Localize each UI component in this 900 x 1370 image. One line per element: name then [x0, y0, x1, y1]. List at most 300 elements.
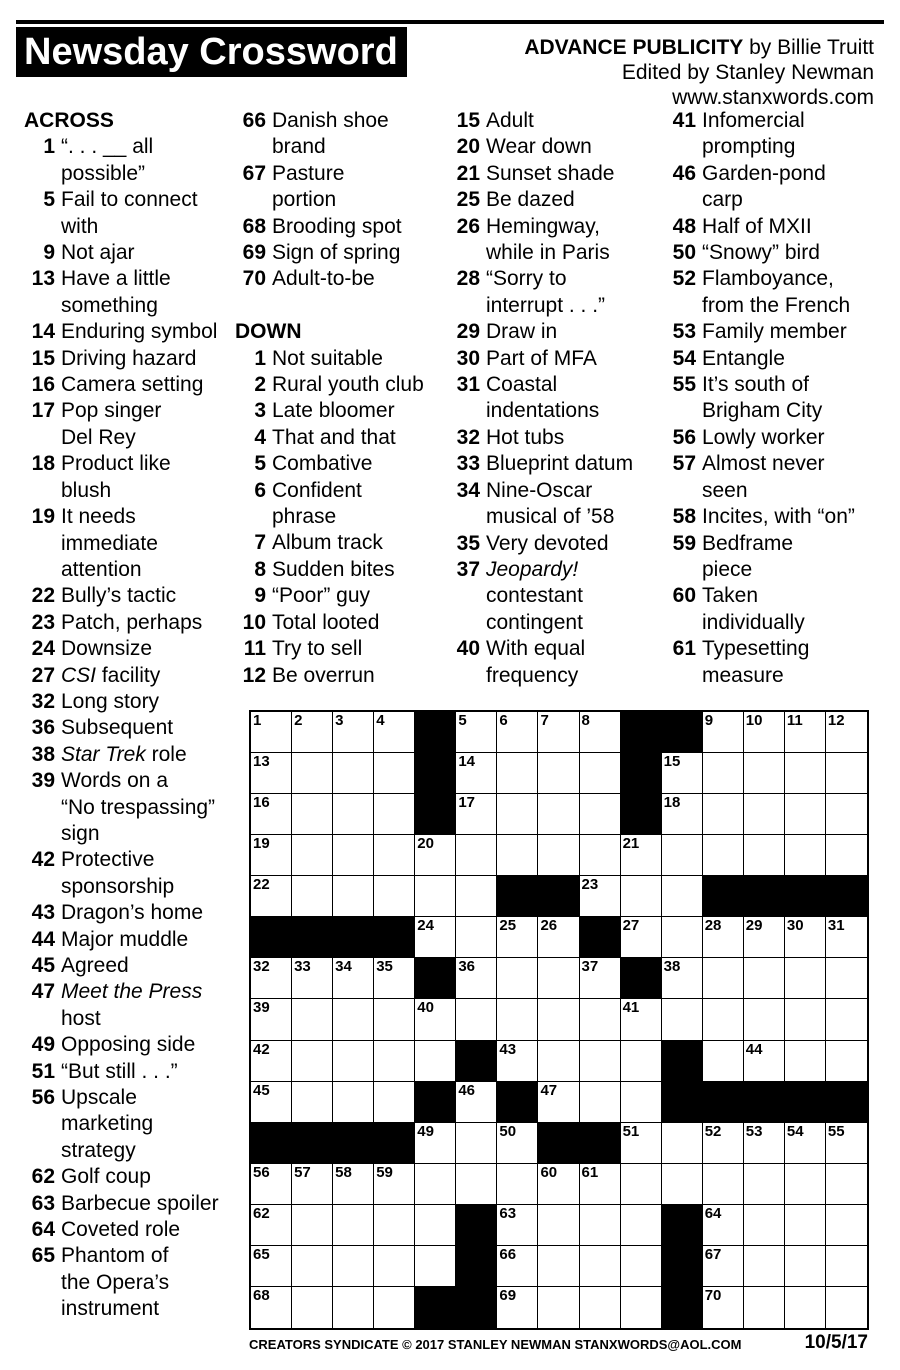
grid-cell[interactable]	[292, 1164, 333, 1205]
grid-cell[interactable]	[497, 1246, 538, 1287]
clue-item[interactable]	[665, 240, 855, 266]
clue-item[interactable]	[235, 636, 424, 662]
grid-cell[interactable]	[580, 876, 621, 917]
grid-cell[interactable]	[538, 712, 579, 753]
grid-cell[interactable]	[703, 958, 744, 999]
clue-item[interactable]	[449, 214, 633, 267]
grid-cell[interactable]	[580, 999, 621, 1040]
grid-cell[interactable]	[621, 917, 662, 958]
clue-item[interactable]	[235, 266, 424, 292]
grid-cell[interactable]	[826, 999, 867, 1040]
grid-cell[interactable]	[538, 1287, 579, 1328]
clue-item[interactable]	[235, 557, 424, 583]
clue-item[interactable]	[449, 451, 633, 477]
grid-cell[interactable]	[251, 876, 292, 917]
clue-item[interactable]	[235, 425, 424, 451]
grid-cell[interactable]	[415, 835, 456, 876]
grid-cell[interactable]	[333, 835, 374, 876]
clue-item[interactable]	[449, 161, 633, 187]
clue-item[interactable]	[24, 689, 219, 715]
clue-number: 5	[43, 188, 55, 212]
grid-cell[interactable]	[333, 876, 374, 917]
grid-cell[interactable]	[703, 753, 744, 794]
grid-cell[interactable]	[662, 835, 703, 876]
clue-item[interactable]	[235, 214, 424, 240]
grid-cell[interactable]	[374, 1205, 415, 1246]
clue-text: Long story	[61, 689, 160, 713]
cell-number: 66	[499, 1245, 517, 1263]
clue-text: Fail to connect with	[61, 188, 198, 238]
grid-cell[interactable]	[333, 1246, 374, 1287]
grid-cell[interactable]	[333, 999, 374, 1040]
grid-cell[interactable]	[333, 958, 374, 999]
grid-cell[interactable]	[785, 958, 826, 999]
clue-number: 7	[254, 531, 266, 555]
grid-cell[interactable]	[292, 1246, 333, 1287]
grid-cell[interactable]	[580, 1164, 621, 1205]
grid-cell[interactable]	[621, 1164, 662, 1205]
clue-text: Half of MXII	[702, 214, 812, 238]
grid-cell[interactable]	[456, 999, 497, 1040]
clue-item[interactable]	[235, 398, 424, 424]
clue-item[interactable]	[449, 531, 633, 557]
clue-item[interactable]	[665, 161, 855, 214]
grid-cell[interactable]	[580, 1205, 621, 1246]
grid-cell[interactable]	[251, 1205, 292, 1246]
grid-cell[interactable]	[415, 1205, 456, 1246]
grid-cell[interactable]	[538, 999, 579, 1040]
grid-cell[interactable]	[292, 1205, 333, 1246]
black-square	[662, 1205, 703, 1246]
clue-item[interactable]	[24, 953, 219, 979]
clue-number: 45	[31, 954, 55, 977]
grid-cell[interactable]	[497, 712, 538, 753]
clue-item[interactable]	[235, 346, 424, 372]
grid-cell[interactable]	[785, 1287, 826, 1328]
grid-cell[interactable]	[703, 835, 744, 876]
grid-cell[interactable]	[785, 712, 826, 753]
clue-item[interactable]	[665, 451, 855, 504]
grid-cell[interactable]	[374, 712, 415, 753]
grid-cell[interactable]	[251, 958, 292, 999]
clue-item[interactable]	[449, 346, 633, 372]
grid-cell[interactable]	[292, 794, 333, 835]
cell-number: 5	[458, 712, 467, 729]
grid-cell[interactable]	[580, 1082, 621, 1123]
clue-item[interactable]	[665, 346, 855, 372]
clue-number: 48	[672, 214, 696, 238]
grid-cell[interactable]	[415, 1246, 456, 1287]
grid-cell[interactable]	[456, 753, 497, 794]
grid-cell[interactable]	[621, 1123, 662, 1164]
grid-cell[interactable]	[292, 958, 333, 999]
clue-number: 61	[672, 637, 696, 661]
grid-cell[interactable]	[662, 753, 703, 794]
grid-cell[interactable]	[826, 958, 867, 999]
clue-number: 39	[31, 769, 55, 793]
clue-item[interactable]	[235, 240, 424, 266]
grid-cell[interactable]	[580, 712, 621, 753]
grid-cell[interactable]	[415, 999, 456, 1040]
grid-cell[interactable]	[415, 917, 456, 958]
grid-cell[interactable]	[826, 1246, 867, 1287]
clue-item[interactable]	[449, 372, 633, 425]
grid-cell[interactable]	[374, 1287, 415, 1328]
clue-item[interactable]	[665, 504, 855, 530]
clue-item[interactable]	[449, 134, 633, 160]
clue-text: Golf coup	[61, 1165, 151, 1189]
clue-text: Jeopardy! contestant contingent	[486, 557, 583, 634]
grid-cell[interactable]	[744, 1041, 785, 1082]
clue-item[interactable]	[24, 1032, 219, 1058]
grid-cell[interactable]	[621, 999, 662, 1040]
clue-item[interactable]	[24, 319, 219, 345]
grid-cell[interactable]	[785, 1164, 826, 1205]
clue-item[interactable]	[24, 742, 219, 768]
grid-cell[interactable]	[662, 958, 703, 999]
grid-cell[interactable]	[538, 1246, 579, 1287]
clue-item[interactable]	[235, 610, 424, 636]
grid-cell[interactable]	[703, 1123, 744, 1164]
clue-number: 52	[672, 267, 696, 291]
grid-cell[interactable]	[826, 1287, 867, 1328]
grid-cell[interactable]	[826, 1041, 867, 1082]
grid-cell[interactable]	[621, 1287, 662, 1328]
clue-item[interactable]	[24, 134, 219, 187]
grid-cell[interactable]	[785, 1205, 826, 1246]
grid-cell[interactable]	[251, 1041, 292, 1082]
grid-cell[interactable]	[497, 835, 538, 876]
crossword-grid[interactable]	[249, 710, 869, 1330]
grid-cell[interactable]	[538, 753, 579, 794]
clue-item[interactable]	[449, 557, 633, 636]
clue-item[interactable]	[24, 583, 219, 609]
grid-cell[interactable]	[292, 1041, 333, 1082]
clue-item[interactable]	[24, 927, 219, 953]
grid-cell[interactable]	[826, 712, 867, 753]
grid-cell[interactable]	[333, 1041, 374, 1082]
grid-cell[interactable]	[538, 1082, 579, 1123]
grid-cell[interactable]	[374, 794, 415, 835]
grid-cell[interactable]	[456, 917, 497, 958]
clue-text: Coastal indentations	[486, 373, 600, 423]
grid-cell[interactable]	[251, 1287, 292, 1328]
grid-cell[interactable]	[785, 794, 826, 835]
grid-cell[interactable]	[662, 917, 703, 958]
clue-item[interactable]	[449, 478, 633, 531]
cell-number: 34	[335, 958, 352, 976]
grid-cell[interactable]	[374, 1041, 415, 1082]
grid-cell[interactable]	[456, 958, 497, 999]
clue-item[interactable]	[665, 266, 855, 319]
grid-cell[interactable]	[333, 1287, 374, 1328]
grid-cell[interactable]	[538, 958, 579, 999]
clue-item[interactable]	[235, 372, 424, 398]
clue-text: Be dazed	[486, 188, 575, 212]
grid-cell[interactable]	[744, 999, 785, 1040]
grid-cell[interactable]	[703, 1205, 744, 1246]
clue-item[interactable]	[665, 214, 855, 240]
grid-cell[interactable]	[456, 1164, 497, 1205]
grid-cell[interactable]	[497, 1041, 538, 1082]
clue-item[interactable]	[665, 636, 855, 689]
clue-item[interactable]	[665, 319, 855, 345]
grid-cell[interactable]	[251, 835, 292, 876]
grid-cell[interactable]	[744, 753, 785, 794]
clue-item[interactable]	[235, 161, 424, 214]
clue-item[interactable]	[449, 319, 633, 345]
clue-text: Subsequent	[61, 716, 174, 740]
grid-cell[interactable]	[251, 753, 292, 794]
grid-cell[interactable]	[292, 1287, 333, 1328]
grid-cell[interactable]	[333, 753, 374, 794]
grid-cell[interactable]	[662, 1123, 703, 1164]
clue-item[interactable]	[24, 504, 219, 583]
clue-text: Garden-pond carp	[702, 161, 826, 212]
cell-number: 4	[376, 712, 385, 729]
grid-cell[interactable]	[703, 1041, 744, 1082]
grid-cell[interactable]	[621, 1082, 662, 1123]
clue-item[interactable]	[24, 979, 219, 1032]
clue-number: 3	[254, 399, 266, 423]
grid-cell[interactable]	[251, 1246, 292, 1287]
clue-item[interactable]	[24, 187, 219, 240]
grid-cell[interactable]	[744, 1123, 785, 1164]
clue-item[interactable]	[24, 1164, 219, 1190]
grid-cell[interactable]	[251, 1082, 292, 1123]
clue-number: 46	[672, 161, 696, 185]
grid-cell[interactable]	[538, 1164, 579, 1205]
spacer	[235, 293, 424, 319]
clue-item[interactable]	[449, 266, 633, 319]
grid-cell[interactable]	[703, 1246, 744, 1287]
clue-item[interactable]	[665, 583, 855, 636]
clue-item[interactable]	[449, 636, 633, 689]
grid-cell[interactable]	[703, 917, 744, 958]
grid-cell[interactable]	[785, 999, 826, 1040]
clue-text: Not suitable	[272, 346, 383, 370]
grid-cell[interactable]	[580, 1246, 621, 1287]
clue-number: 42	[31, 848, 55, 872]
grid-cell[interactable]	[826, 917, 867, 958]
grid-cell[interactable]	[703, 999, 744, 1040]
grid-cell[interactable]	[292, 712, 333, 753]
clue-item[interactable]	[235, 478, 424, 531]
black-square	[538, 876, 579, 917]
grid-cell[interactable]	[374, 1164, 415, 1205]
grid-cell[interactable]	[456, 876, 497, 917]
grid-cell[interactable]	[456, 712, 497, 753]
grid-cell[interactable]	[826, 1164, 867, 1205]
grid-cell[interactable]	[456, 794, 497, 835]
grid-cell[interactable]	[251, 794, 292, 835]
grid-cell[interactable]	[333, 712, 374, 753]
clue-item[interactable]	[24, 847, 219, 900]
grid-cell[interactable]	[538, 794, 579, 835]
clue-item[interactable]	[449, 108, 633, 134]
clue-item[interactable]	[665, 108, 855, 161]
grid-cell[interactable]	[538, 1205, 579, 1246]
clue-item[interactable]	[24, 266, 219, 319]
grid-cell[interactable]	[538, 835, 579, 876]
grid-cell[interactable]	[456, 1082, 497, 1123]
grid-cell[interactable]	[785, 1041, 826, 1082]
grid-cell[interactable]	[497, 917, 538, 958]
grid-cell[interactable]	[251, 712, 292, 753]
grid-cell[interactable]	[580, 835, 621, 876]
grid-cell[interactable]	[785, 835, 826, 876]
clue-item[interactable]	[235, 583, 424, 609]
grid-cell[interactable]	[333, 794, 374, 835]
grid-cell[interactable]	[456, 835, 497, 876]
grid-cell[interactable]	[497, 1287, 538, 1328]
clue-number: 13	[31, 267, 55, 291]
clue-item[interactable]	[24, 636, 219, 662]
grid-cell[interactable]	[292, 876, 333, 917]
clue-item[interactable]	[235, 530, 424, 556]
grid-cell[interactable]	[538, 917, 579, 958]
grid-cell[interactable]	[333, 1082, 374, 1123]
clue-item[interactable]	[24, 346, 219, 372]
clue-number: 47	[31, 980, 55, 1004]
grid-cell[interactable]	[374, 1082, 415, 1123]
grid-cell[interactable]	[251, 1164, 292, 1205]
clue-item[interactable]	[24, 610, 219, 636]
grid-cell[interactable]	[826, 794, 867, 835]
cell-number: 61	[581, 1163, 599, 1181]
grid-cell[interactable]	[497, 1205, 538, 1246]
grid-cell[interactable]	[703, 1164, 744, 1205]
grid-cell[interactable]	[497, 958, 538, 999]
grid-cell[interactable]	[703, 794, 744, 835]
grid-cell[interactable]	[826, 753, 867, 794]
grid-cell[interactable]	[744, 712, 785, 753]
grid-cell[interactable]	[662, 794, 703, 835]
clue-text: Pasture portion	[272, 161, 345, 212]
clue-item[interactable]	[24, 768, 219, 847]
grid-cell[interactable]	[497, 1164, 538, 1205]
grid-cell[interactable]	[497, 753, 538, 794]
website-link[interactable]: www.stanxwords.com	[672, 86, 874, 109]
grid-cell[interactable]	[497, 1123, 538, 1164]
clue-item[interactable]	[449, 425, 633, 451]
black-square	[621, 794, 662, 835]
grid-cell[interactable]	[292, 835, 333, 876]
grid-cell[interactable]	[374, 876, 415, 917]
grid-cell[interactable]	[826, 1123, 867, 1164]
grid-cell[interactable]	[621, 1041, 662, 1082]
clue-item[interactable]	[24, 1191, 219, 1217]
grid-cell[interactable]	[703, 1287, 744, 1328]
clue-number: 6	[254, 478, 266, 502]
grid-cell[interactable]	[744, 917, 785, 958]
clue-item[interactable]	[235, 663, 424, 689]
grid-cell[interactable]	[744, 1287, 785, 1328]
grid-cell[interactable]	[621, 1246, 662, 1287]
clue-item[interactable]	[24, 663, 219, 689]
grid-cell[interactable]	[415, 1164, 456, 1205]
grid-cell[interactable]	[374, 835, 415, 876]
clue-item[interactable]	[24, 372, 219, 398]
grid-cell[interactable]	[580, 753, 621, 794]
clue-item[interactable]	[24, 398, 219, 451]
clue-item[interactable]	[665, 425, 855, 451]
grid-cell[interactable]	[621, 876, 662, 917]
grid-cell[interactable]	[662, 1164, 703, 1205]
clue-item[interactable]	[449, 187, 633, 213]
grid-cell[interactable]	[826, 835, 867, 876]
grid-cell[interactable]	[292, 999, 333, 1040]
grid-cell[interactable]	[580, 1041, 621, 1082]
grid-cell[interactable]	[292, 753, 333, 794]
grid-cell[interactable]	[662, 999, 703, 1040]
grid-cell[interactable]	[497, 794, 538, 835]
clue-item[interactable]	[24, 900, 219, 926]
cell-number: 41	[622, 999, 640, 1017]
grid-cell[interactable]	[374, 753, 415, 794]
clue-item[interactable]	[24, 1059, 219, 1085]
grid-cell[interactable]	[374, 958, 415, 999]
grid-cell[interactable]	[580, 1287, 621, 1328]
grid-cell[interactable]	[621, 835, 662, 876]
grid-cell[interactable]	[744, 835, 785, 876]
grid-cell[interactable]	[580, 794, 621, 835]
grid-cell[interactable]	[333, 1205, 374, 1246]
clue-item[interactable]	[235, 451, 424, 477]
grid-cell[interactable]	[785, 1246, 826, 1287]
grid-cell[interactable]	[415, 1041, 456, 1082]
clue-item[interactable]	[24, 451, 219, 504]
grid-cell[interactable]	[662, 876, 703, 917]
grid-cell[interactable]	[744, 1246, 785, 1287]
grid-cell[interactable]	[374, 1246, 415, 1287]
grid-cell[interactable]	[744, 1164, 785, 1205]
grid-cell[interactable]	[497, 999, 538, 1040]
grid-cell[interactable]	[415, 1123, 456, 1164]
grid-cell[interactable]	[785, 917, 826, 958]
grid-cell[interactable]	[415, 876, 456, 917]
clue-item[interactable]	[24, 1243, 219, 1322]
clue-item[interactable]	[24, 1217, 219, 1243]
grid-cell[interactable]	[374, 999, 415, 1040]
clue-item[interactable]	[235, 108, 424, 161]
grid-cell[interactable]	[621, 1205, 662, 1246]
clue-number: 10	[242, 610, 266, 634]
clue-item[interactable]	[24, 240, 219, 266]
black-square	[456, 1041, 497, 1082]
clue-text: Bedframe piece	[702, 531, 794, 581]
grid-cell[interactable]	[251, 999, 292, 1040]
grid-cell[interactable]	[744, 958, 785, 999]
grid-cell[interactable]	[333, 1164, 374, 1205]
editor-line: Edited by Stanley Newman	[621, 61, 874, 84]
grid-cell[interactable]	[292, 1082, 333, 1123]
clue-item[interactable]	[665, 372, 855, 425]
grid-cell[interactable]	[580, 958, 621, 999]
grid-cell[interactable]	[785, 1123, 826, 1164]
clue-item[interactable]	[24, 715, 219, 741]
grid-cell[interactable]	[744, 794, 785, 835]
clue-text: Infomercial prompting	[702, 109, 805, 159]
grid-cell[interactable]	[538, 1041, 579, 1082]
grid-cell[interactable]	[744, 1205, 785, 1246]
grid-cell[interactable]	[456, 1123, 497, 1164]
grid-cell[interactable]	[703, 712, 744, 753]
grid-cell[interactable]	[785, 753, 826, 794]
clue-item[interactable]	[665, 531, 855, 584]
grid-cell[interactable]	[826, 1205, 867, 1246]
clue-item[interactable]	[24, 1085, 219, 1164]
